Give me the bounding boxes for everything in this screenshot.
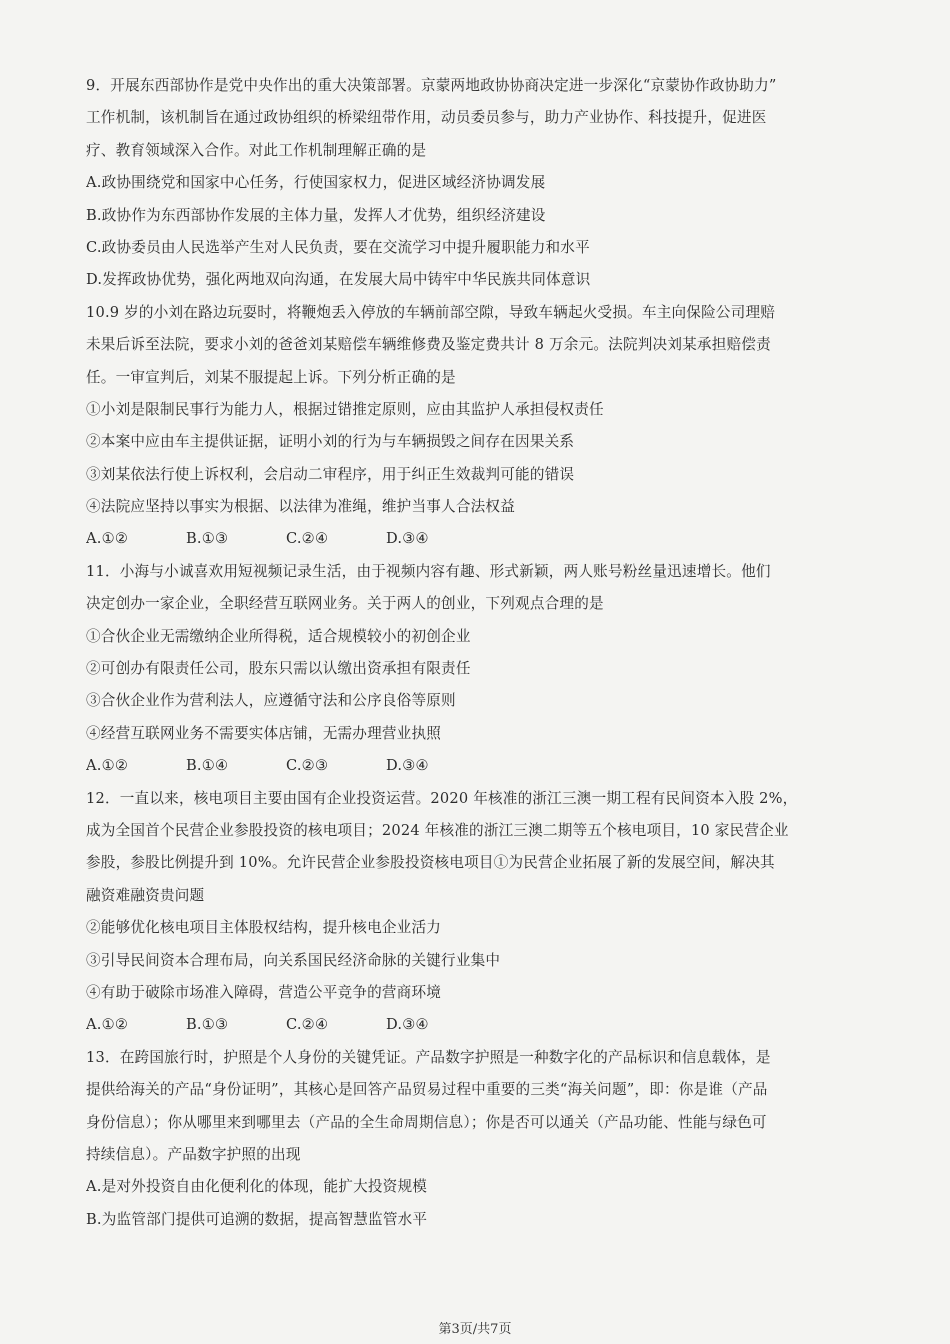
choice-b: B.为监管部门提供可追溯的数据，提高智慧监管水平 <box>86 1210 428 1228</box>
question-text-line: 参股，参股比例提升到 10%。允许民营企业参股投资核电项目①为民营企业拓展了新的发展空间，解决其 <box>86 854 775 872</box>
answer-options <box>86 750 870 782</box>
statement-2: ②本案中应由车主提供证据，证明小刘的行为与车辆损毁之间存在因果关系 <box>86 433 575 451</box>
choice-c: C.政协委员由人民选举产生对人民负责，要在交流学习中提升履职能力和水平 <box>86 238 590 256</box>
statement-4: ④经营互联网业务不需要实体店铺，无需办理营业执照 <box>86 724 442 742</box>
statement-3: ③刘某依法行使上诉权利，会启动二审程序，用于纠正生效裁判可能的错误 <box>86 465 575 483</box>
choice-a: A.政协围绕党和国家中心任务，行使国家权力，促进区域经济协调发展 <box>86 174 546 192</box>
option-a: A.①② <box>86 1016 129 1034</box>
option-a: A.①② <box>86 530 129 548</box>
question-text-line: 10.9 岁的小刘在路边玩耍时，将鞭炮丢入停放的车辆前部空隙，导致车辆起火受损。车主向保险公司理赔 <box>86 303 776 321</box>
choice-b: B.政协作为东西部协作发展的主体力量，发挥人才优势，组织经济建设 <box>86 206 546 224</box>
question-12 <box>86 783 870 1042</box>
question-text-line: 身份信息）；你从哪里来到哪里去（产品的全生命周期信息）；你是否可以通关（产品功能、性能与绿色可 <box>86 1113 767 1131</box>
question-9 <box>86 70 870 297</box>
statement-2: ②可创办有限责任公司，股东只需以认缴出资承担有限责任 <box>86 660 471 678</box>
question-10 <box>86 297 870 556</box>
statement-1: ①小刘是限制民事行为能力人，根据过错推定原则，应由其监护人承担侵权责任 <box>86 400 604 418</box>
statement-2: ②能够优化核电项目主体股权结构，提升核电企业活力 <box>86 919 442 937</box>
choice-a: A.是对外投资自由化便利化的体现，能扩大投资规模 <box>86 1178 428 1196</box>
question-text-line: 任。一审宣判后，刘某不服提起上诉。下列分析正确的是 <box>86 368 456 386</box>
statement-3: ③引导民间资本合理布局，向关系国民经济命脉的关键行业集中 <box>86 951 501 969</box>
question-text-line: 11．小海与小诚喜欢用短视频记录生活，由于视频内容有趣、形式新颖，两人账号粉丝量迅速增长。他们 <box>86 562 771 580</box>
option-b: B.①③ <box>186 1016 229 1034</box>
option-b: B.①④ <box>186 757 229 775</box>
choice-d: D.发挥政协优势，强化两地双向沟通，在发展大局中铸牢中华民族共同体意识 <box>86 271 591 289</box>
option-d: D.③④ <box>386 1016 429 1034</box>
question-text-line: 13．在跨国旅行时，护照是个人身份的关键凭证。产品数字护照是一种数字化的产品标识和信息载体，是 <box>86 1048 771 1066</box>
statement-4: ④法院应坚持以事实为根据、以法律为准绳，维护当事人合法权益 <box>86 498 516 516</box>
question-text-line: 疗、教育领域深入合作。对此工作机制理解正确的是 <box>86 141 427 159</box>
option-c: C.②④ <box>286 530 329 548</box>
option-b: B.①③ <box>186 530 229 548</box>
question-text-line: 决定创办一家企业，全职经营互联网业务。关于两人的创业，下列观点合理的是 <box>86 595 604 613</box>
statement-4: ④有助于破除市场准入障碍，营造公平竞争的营商环境 <box>86 983 442 1001</box>
option-d: D.③④ <box>386 757 429 775</box>
option-c: C.②④ <box>286 1016 329 1034</box>
answer-options <box>86 523 870 555</box>
statement-1: ①合伙企业无需缴纳企业所得税，适合规模较小的初创企业 <box>86 627 471 645</box>
question-text-line: 工作机制，该机制旨在通过政协组织的桥梁纽带作用，动员委员参与，助力产业协作、科技提升，促进医 <box>86 109 767 127</box>
question-text-line: 未果后诉至法院，要求小刘的爸爸刘某赔偿车辆维修费及鉴定费共计 8 万余元。法院判决刘某承担赔偿责 <box>86 336 771 354</box>
answer-options <box>86 1009 870 1041</box>
statement-3: ③合伙企业作为营利法人，应遵循守法和公序良俗等原则 <box>86 692 456 710</box>
option-c: C.②③ <box>286 757 329 775</box>
question-11 <box>86 556 870 783</box>
option-a: A.①② <box>86 757 129 775</box>
question-text-line: 融资难融资贵问题 <box>86 886 205 904</box>
question-text-line: 9．开展东西部协作是党中央作出的重大决策部署。京蒙两地政协协商决定进一步深化“京蒙协作政协助力” <box>86 77 777 94</box>
question-text-line: 成为全国首个民营企业参股投资的核电项目；2024 年核准的浙江三澳二期等五个核电项目，10 家民营企业 <box>86 821 789 839</box>
question-text-line: 提供给海关的产品“身份证明”，其核心是回答产品贸易过程中重要的三类“海关问题”，即：你是谁（产品 <box>86 1081 768 1099</box>
question-text-line: 12．一直以来，核电项目主要由国有企业投资运营。2020 年核准的浙江三澳一期工程有民间资本入股 2%， <box>86 789 798 807</box>
question-13 <box>86 1042 870 1236</box>
option-d: D.③④ <box>386 530 429 548</box>
page-number: 第3页/共7页 <box>438 1322 512 1337</box>
question-text-line: 持续信息）。产品数字护照的出现 <box>86 1145 301 1163</box>
